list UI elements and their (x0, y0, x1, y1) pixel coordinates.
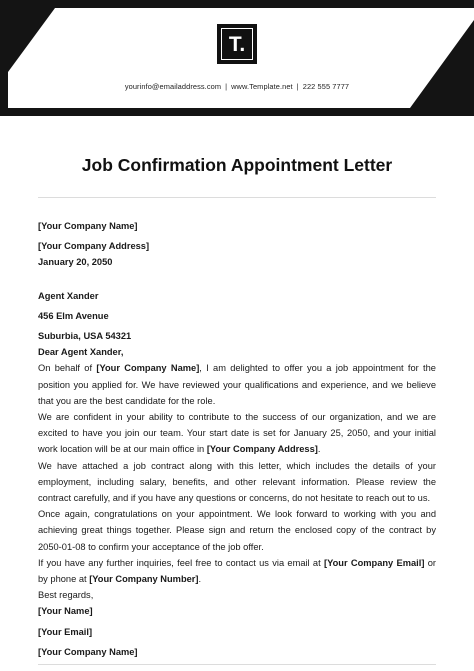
top-divider (38, 197, 436, 198)
contact-website: www.Template.net (231, 82, 293, 91)
sender-email: [Your Email] (38, 626, 93, 637)
paragraph-inquiries: If you have any further inquiries, feel free to contact us via email at [Your Company Email] or by phone at [Your Company Number]. (38, 557, 437, 585)
contact-separator: | (296, 82, 299, 91)
paragraph-contract: We have attached a job contract along with this letter, which includes the details of your employment, including salary, benefits, and other relevant information. Please review the contract carefully, and if you have any questions or concerns, do not hesitate to reach out to us. (38, 460, 436, 504)
recipient-city: Suburbia, USA 54321 (38, 331, 132, 342)
contact-line (0, 82, 474, 91)
letter-title: Job Confirmation Appointment Letter (81, 155, 393, 175)
company-address: [Your Company Address] (38, 241, 150, 252)
contact-separator: | (225, 82, 228, 91)
sender-name: [Your Name] (38, 606, 93, 617)
sender-company: [Your Company Name] (38, 646, 138, 657)
inline-company-email: [Your Company Email] (323, 557, 425, 568)
letter-body (38, 218, 436, 660)
logo-mark: T. (221, 28, 253, 60)
closing: Best regards, (38, 590, 94, 601)
paragraph-offer: On behalf of [Your Company Name], I am delighted to offer you a job appointment for the position you applied for. We have reviewed your qualifications and experience, and we believe that you are the best candidate for the role. (38, 363, 436, 406)
paragraph-start-date: We are confident in your ability to contribute to the success of our organization, and we are excited to have you join our team. Your start date is set for January 25, 2050, and your initial work location will be at our main office in [Your Company Address]. (38, 412, 436, 455)
inline-company-name: [Your Company Name] (96, 363, 200, 374)
letterhead (0, 0, 474, 116)
contact-phone: 222 555 7777 (302, 82, 350, 91)
inline-company-address: [Your Company Address] (206, 444, 318, 455)
salutation: Dear Agent Xander, (38, 347, 124, 358)
contact-email: yourinfo@emailaddress.com (124, 82, 222, 91)
recipient-name: Agent Xander (38, 290, 99, 301)
letter-date: January 20, 2050 (38, 257, 113, 268)
bottom-divider (38, 664, 436, 665)
inline-company-number: [Your Company Number] (89, 574, 199, 585)
company-name: [Your Company Name] (38, 221, 138, 231)
recipient-street: 456 Elm Avenue (38, 310, 109, 321)
paragraph-congratulations: Once again, congratulations on your appointment. We look forward to working with you and achieving great things together. Please sign and return the enclosed copy of the contract by 2050-01-08 to confirm your acceptance of the job offer. (38, 509, 436, 552)
company-logo (217, 24, 257, 64)
